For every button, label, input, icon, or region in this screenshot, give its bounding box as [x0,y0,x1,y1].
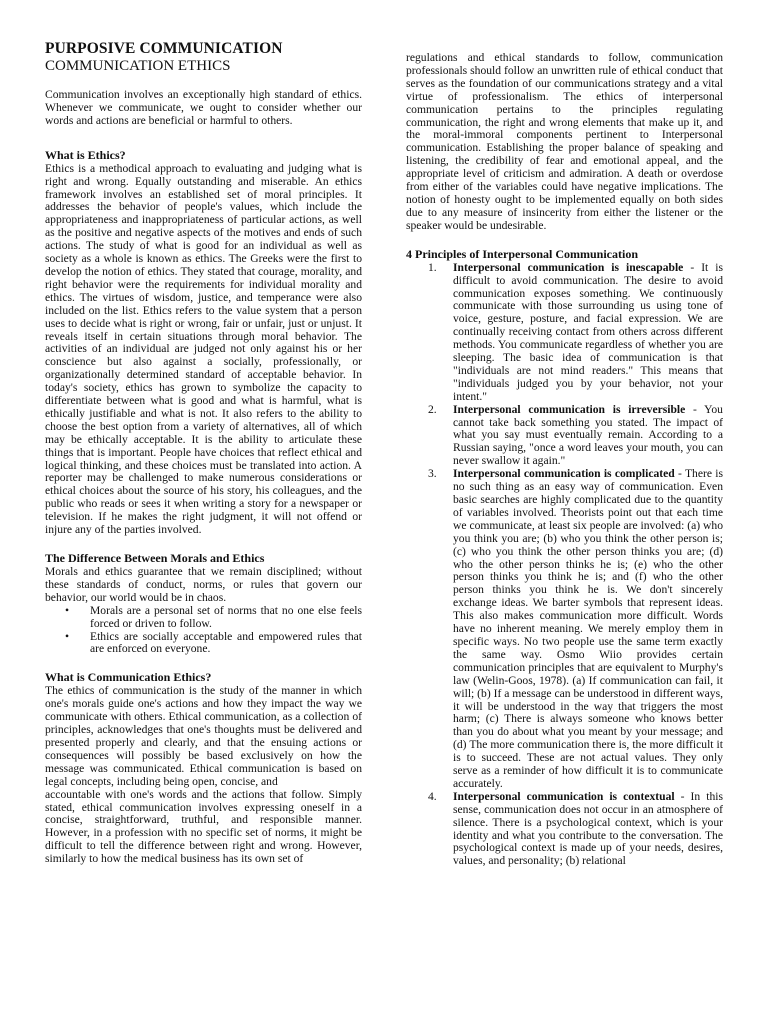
principle-text: It is difficult to avoid communication. The desire to avoid communication exposes something. We continuously communicate with those surrounding us using tone of voice, gesture, posture, and facial expression. We are continually receiving contact from others across different methods. You communicate regardless of whether you are sleeping. The basic idea of communication is that "individuals are not mind readers." This means that "individuals judged you by your behavior, not your intent." [453,260,723,403]
principle-separator: - [674,789,691,803]
principle-separator: - [674,467,685,481]
principle-separator: - [685,402,705,416]
list-item [406,262,723,404]
left-column [45,40,362,866]
list-item [406,468,723,791]
principle-title: Interpersonal communication is complicated [453,467,675,481]
principles-list [406,262,723,869]
ethics-heading: What is Ethics? [45,147,126,162]
list-item: • Ethics are socially acceptable and empowered rules that are enforced on everyone. [45,631,362,657]
principle-title: Interpersonal communication is inescapable [453,260,684,274]
ethics-paragraph: Ethics is a methodical approach to evaluating and judging what is right and wrong. Equally outstanding and miserable. An ethics framework involves an established set of moral principles. It addresses the behavior of people's values, which include the appropriateness and inappropriateness of particular actions, as well as the positive and negative aspects of the motives and ends of such actions. The study of what is good for an individual as well as society as a whole is known as ethics. The Greeks were the first to develop the notion of ethics. They stated that courage, morality, and right behavior were the requirements for individual morality and ethics. The virtues of wisdom, justice, and temperance were also included on the list. Ethics refers to the value system that a person uses to decide what is right or wrong, fair or unfair, just or unjust. It reveals itself in certain situations through moral behavior. The activities of an individual are judged not only against his or her conscience but also against a socially, professionally, or organizationally determined standard of acceptable behavior. In today's society, ethics has grown to symbolize the capacity to differentiate between what is good and what is harmful, what is ethically justifiable and what is not. It also refers to the ability to choose the best option from a variety of alternatives, all of which may be ethically acceptable. It is the ability to articulate these things that is important. People have choices that reflect ethical and logical thinking, and these choices must be translated into action. A reporter may be challenged to make numerous considerations or ethical choices about the source of his story, his colleagues, and the public who reads or sees it when writing a story for a newspaper or television. If he makes the right judgment, it will not offend or injure any of the parties involved. [45,161,362,537]
list-item: • Morals are a personal set of norms that no one else feels forced or driven to follow. [45,605,362,631]
morals-ethics-paragraph: Morals and ethics guarantee that we remain disciplined; without these standards of conduct, norms, or rules that govern our behavior, our world would be in chaos. [45,565,362,604]
list-item [406,791,723,868]
principle-title: Interpersonal communication is contextual [453,789,675,803]
communication-ethics-paragraph-1: The ethics of communication is the study of the manner in which one's morals guide one's actions and how they impact the way we communicate with others. Ethical communication, as a collection of principles, acknowledges that one's thoughts must be delivered and presented properly and clearly, and that the ensuing actions or consequences will possibly be based exclusively on how the message was communicated. Ethical communication is based on legal concepts, including being open, concise, and [45,684,362,788]
intro-paragraph: Communication involves an exceptionally high standard of ethics. Whenever we communicate, we ought to consider whether our words and actions are beneficial or harmful to others. [45,88,362,127]
list-number: 1. [428,260,437,274]
list-number: 2. [428,402,437,416]
right-column [406,52,723,868]
communication-ethics-heading: What is Communication Ethics? [45,670,212,685]
principle-text: There is no such thing as an easy way of communication. Even basic searches are highly complicated due to the quantity of variables involved. Theorists point out that each time we communicate, at least six people are involved: (a) who you think you are; (b) who you think the other person is; (c) who you think the other person thinks you are; (d) who the other person thinks he is; (e) who the other person thinks you think he is; and (f) who the other person thinks you think he is. We don't sincerely exchange ideas. We barter symbols that represent ideas. This also makes communication more difficult. Words have no inherent meaning. We merely employ them in specific ways. No two people use the same term exactly the same way. Osmo Wiio provides certain communication principles that are equivalent to Murphy's law (Welin-Goos, 1978). (a) If communication can fail, it will; (b) If a message can be understood in different ways, it will be understood in the way that triggers the most harm; (c) There is always someone who knows better than you do about what you meant by your message; and (d) The more communication there is, the more difficult it is to succeed. These are not actual values. They only serve as a reminder of how difficult it is to communicate accurately. [453,467,723,790]
morals-ethics-heading: The Difference Between Morals and Ethics [45,551,265,565]
principles-heading: 4 Principles of Interpersonal Communication [406,246,638,261]
principle-separator: - [683,260,702,274]
morals-ethics-list [45,605,362,657]
communication-ethics-continuation: regulations and ethical standards to follow, communication professionals should follow an unwritten rule of ethical conduct that serves as the foundation of our communications strategy and a vital virtue of professionalism. The ethics of interpersonal communication pertains to the principles regulating communication, the right and wrong elements that make up it, and the moral-immoral components pertinent to Interpersonal communication. Establishing the proper balance of speaking and listening, the credibility of fear and emotional appeal, and the appropriate level of criticism and admiration. A death or overdose from either of the variables could have negative implications. The notion of honesty ought to be implemented equally on both sides due to any measure of insincerity from either the listener or the speaker would be undesirable. [406,51,723,232]
communication-ethics-paragraph-2: accountable with one's words and the actions that follow. Simply stated, ethical communication involves expressing oneself in a concise, straightforward, truthful, and responsible manner. However, in a profession with no specific set of norms, it might be difficult to tell the difference between right and wrong. However, similarly to how the medical business has its own set of [45,787,362,866]
list-number: 3. [428,467,437,481]
principle-text: You cannot take back something you stated. The impact of what you say must eventually remain. According to a Russian saying, "once a word leaves your mouth, you can never swallow it again." [453,402,723,468]
list-item [406,404,723,469]
list-number: 4. [428,789,437,803]
principle-title: Interpersonal communication is irreversible [453,402,686,416]
document-subtitle: COMMUNICATION ETHICS [45,58,231,74]
principle-text: In this sense, communication does not occur in an atmosphere of silence. There is a psychological context, which is your identity and what you contribute to the conversation. The psychological context is made up of your needs, desires, values, and personality; (b) relational [453,789,723,868]
document-title: PURPOSIVE COMMUNICATION [45,40,283,57]
